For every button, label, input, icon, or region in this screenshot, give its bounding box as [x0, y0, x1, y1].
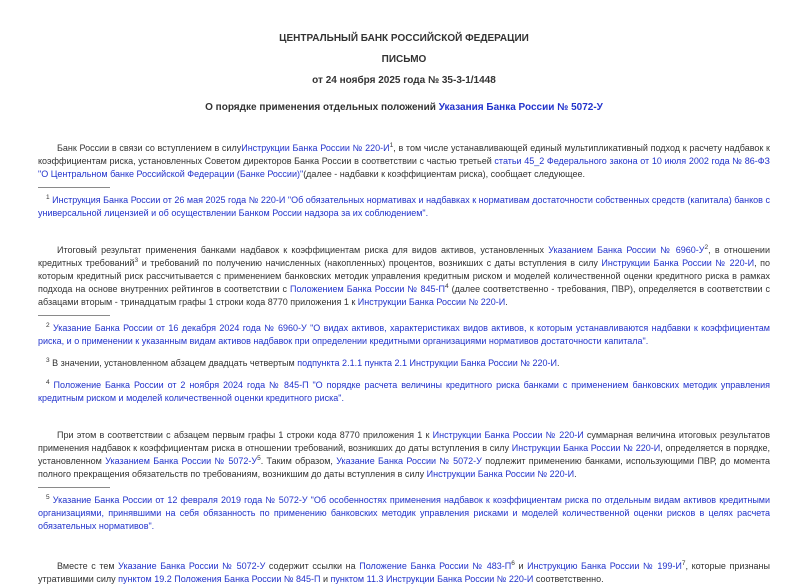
spacer	[38, 533, 770, 560]
footnote-marker: 6	[511, 560, 515, 567]
doc-link[interactable]: пунктом 11.3 Инструкции Банка России № 220-И	[330, 574, 534, 584]
text-segment: соответственно.	[533, 574, 604, 584]
text-segment: .	[556, 358, 560, 368]
footnote-marker: 4	[445, 283, 449, 290]
title-link[interactable]: Указания Банка России № 5072-У	[438, 102, 603, 113]
text-segment: , в том числе устанавливающей единый мультипликативный подход к расчету надбавок к коэффициентам риска, установленных Советом директоров Банка России в соответствии с частью третьей	[38, 143, 770, 166]
doc-link[interactable]: Указание Банка России от 16 декабря 2024 года № 6960-У "О видах активов, характеристиках видов активов, к которым устанавливаются надбавки к коэффициентам риска, и о применении к указанным видам активов надбавок при определении кредитными организациями нормативов достаточности капитала".	[38, 323, 770, 346]
doc-date-number: от 24 ноября 2025 года № 35-3-1/1448	[312, 75, 496, 86]
footnote-marker: 2	[46, 322, 50, 329]
doc-link[interactable]: Инструкции Банка России № 220-И	[426, 469, 575, 479]
spacer	[38, 405, 770, 429]
text-segment: Вместе с тем	[57, 561, 119, 571]
doc-link[interactable]: Указанием Банка России № 5072-У	[105, 456, 258, 466]
footnote-marker: 1	[389, 142, 394, 149]
text-segment: суммарная величина итоговых результатов применения надбавок к коэффициентам риска в отношении требований, возникших до даты вступления в силу	[38, 430, 770, 453]
footnote-separator	[38, 315, 110, 316]
org-name: ЦЕНТРАЛЬНЫЙ БАНК РОССИЙСКОЙ ФЕДЕРАЦИИ	[279, 33, 529, 44]
doc-link[interactable]: Инструкция Банка России от 26 мая 2025 года № 220-И "Об обязательных нормативах и надбавках к нормативам достаточности собственных средств (капитала) банков с универсальной лицензией и об осуществлении Банком России надзора за их соблюдением".	[38, 195, 770, 218]
text-segment: содержит ссылки на	[265, 561, 360, 571]
spacer	[38, 220, 770, 244]
text-segment: , в отношении кредитных требований	[38, 245, 770, 268]
text-segment: .	[574, 469, 577, 479]
footnote-separator	[38, 187, 110, 188]
text-segment: и	[320, 574, 331, 584]
doc-link[interactable]: пунктом 19.2 Положения Банка России № 845-П	[118, 574, 321, 584]
footnote-marker: 3	[134, 257, 139, 264]
text-segment: , по которым кредитный риск рассчитывается с применением банковских методик управления кредитным риском и моделей количественной оценки кредитного риска в рамках подхода на основе внутренних рейтингов в соответствии с	[38, 258, 770, 294]
doc-link[interactable]: Указание Банка России № 5072-У	[336, 456, 482, 466]
paragraph-2	[38, 244, 770, 309]
text-segment: Банк России в связи со вступлением в силу	[57, 143, 242, 153]
footnote-marker: 1	[46, 194, 50, 201]
doc-link[interactable]: Инструкции Банка России № 220-И	[432, 430, 584, 440]
text-segment: подлежит применению банками, использующими ПВР, до момента полного прекращения обязательств по требованиям, возникшим до даты вступления в силу	[38, 456, 771, 479]
text-segment: (далее соответственно - требования, ПВР), определяется в соответствии с абзацами вторым - тринадцатым графы 1 строки кода 8770 приложения 1 к	[38, 284, 771, 307]
footnote-marker: 4	[46, 379, 50, 386]
footnote-marker: 7	[681, 560, 686, 567]
footnote-marker: 5	[46, 494, 50, 501]
text-segment: и требований по получению начисленных (накопленных) процентов, возникших с даты вступления в силу	[138, 258, 602, 268]
paragraph-1	[38, 142, 770, 181]
text-segment: .	[505, 297, 508, 307]
doc-link[interactable]: Положение Банка России от 2 ноября 2024 года № 845-П "О порядке расчета величины кредитного риска банками с применением банковских методик управления кредитным риском и моделей количественной оценки кредитного риска".	[38, 380, 770, 403]
title-text: О порядке применения отдельных положений	[205, 102, 439, 113]
text-segment: Итоговый результат применения банками надбавок к коэффициентам риска для видов активов, установленных	[57, 245, 549, 255]
doc-type: ПИСЬМО	[381, 54, 427, 65]
doc-link[interactable]: статьи 45_2 Федерального закона от 10 июля 2002 года № 86-ФЗ "О Центральном банке Российской Федерации (Банке России)"	[38, 156, 770, 179]
doc-link[interactable]: Указание Банка России № 5072-У	[118, 561, 266, 571]
text-segment: , определяется в порядке, установленном	[38, 443, 770, 466]
document-body	[38, 142, 770, 586]
doc-link[interactable]: Инструкцию Банка России № 199-И	[527, 561, 682, 571]
doc-link[interactable]: Указанием Банка России № 6960-У	[548, 245, 705, 255]
doc-link[interactable]: Инструкции Банка России № 220-И	[601, 258, 755, 268]
footnote-3	[38, 357, 770, 370]
text-segment: При этом в соответствии с абзацем первым графы 1 строки кода 8770 приложения 1 к	[57, 430, 433, 440]
footnote-4	[38, 379, 770, 405]
footnote-separator	[38, 487, 110, 488]
footnote-1	[38, 194, 770, 220]
text-segment: В значении, установленном абзацем двадцать четвертым	[49, 358, 298, 368]
doc-link[interactable]: Указание Банка России от 12 февраля 2019 года № 5072-У "Об особенностях применения надбавок к коэффициентам риска по отдельным видам активов кредитными организациями, принявшими на себя обязанность по применению банковских методик управления рисками и моделей количественной оценки рисков в целях расчета обязательных нормативов".	[38, 495, 770, 531]
footnote-marker: 2	[704, 244, 709, 251]
text-segment: (далее - надбавки к коэффициентам риска), сообщает следующее.	[303, 169, 585, 179]
doc-link[interactable]: Инструкции Банка России № 220-И	[511, 443, 661, 453]
doc-link[interactable]: Положением Банка России № 845-П	[290, 284, 446, 294]
doc-link[interactable]: Инструкции Банка России № 220-И	[357, 297, 506, 307]
doc-link[interactable]: подпункта 2.1.1 пункта 2.1 Инструкции Банка России № 220-И	[297, 358, 557, 368]
footnote-5	[38, 494, 770, 533]
footnote-marker: 3	[46, 357, 50, 364]
paragraph-3	[38, 429, 770, 481]
footnote-2	[38, 322, 770, 348]
document-title	[38, 101, 770, 114]
text-segment: . Таким образом,	[260, 456, 337, 466]
text-segment: , которые признаны утратившими силу	[38, 561, 770, 584]
paragraph-4	[38, 560, 770, 586]
doc-link[interactable]: Положение Банка России № 483-П	[359, 561, 512, 571]
text-segment: и	[514, 561, 528, 571]
footnote-marker: 5	[257, 455, 261, 462]
doc-link[interactable]: Инструкции Банка России № 220-И	[241, 143, 390, 153]
